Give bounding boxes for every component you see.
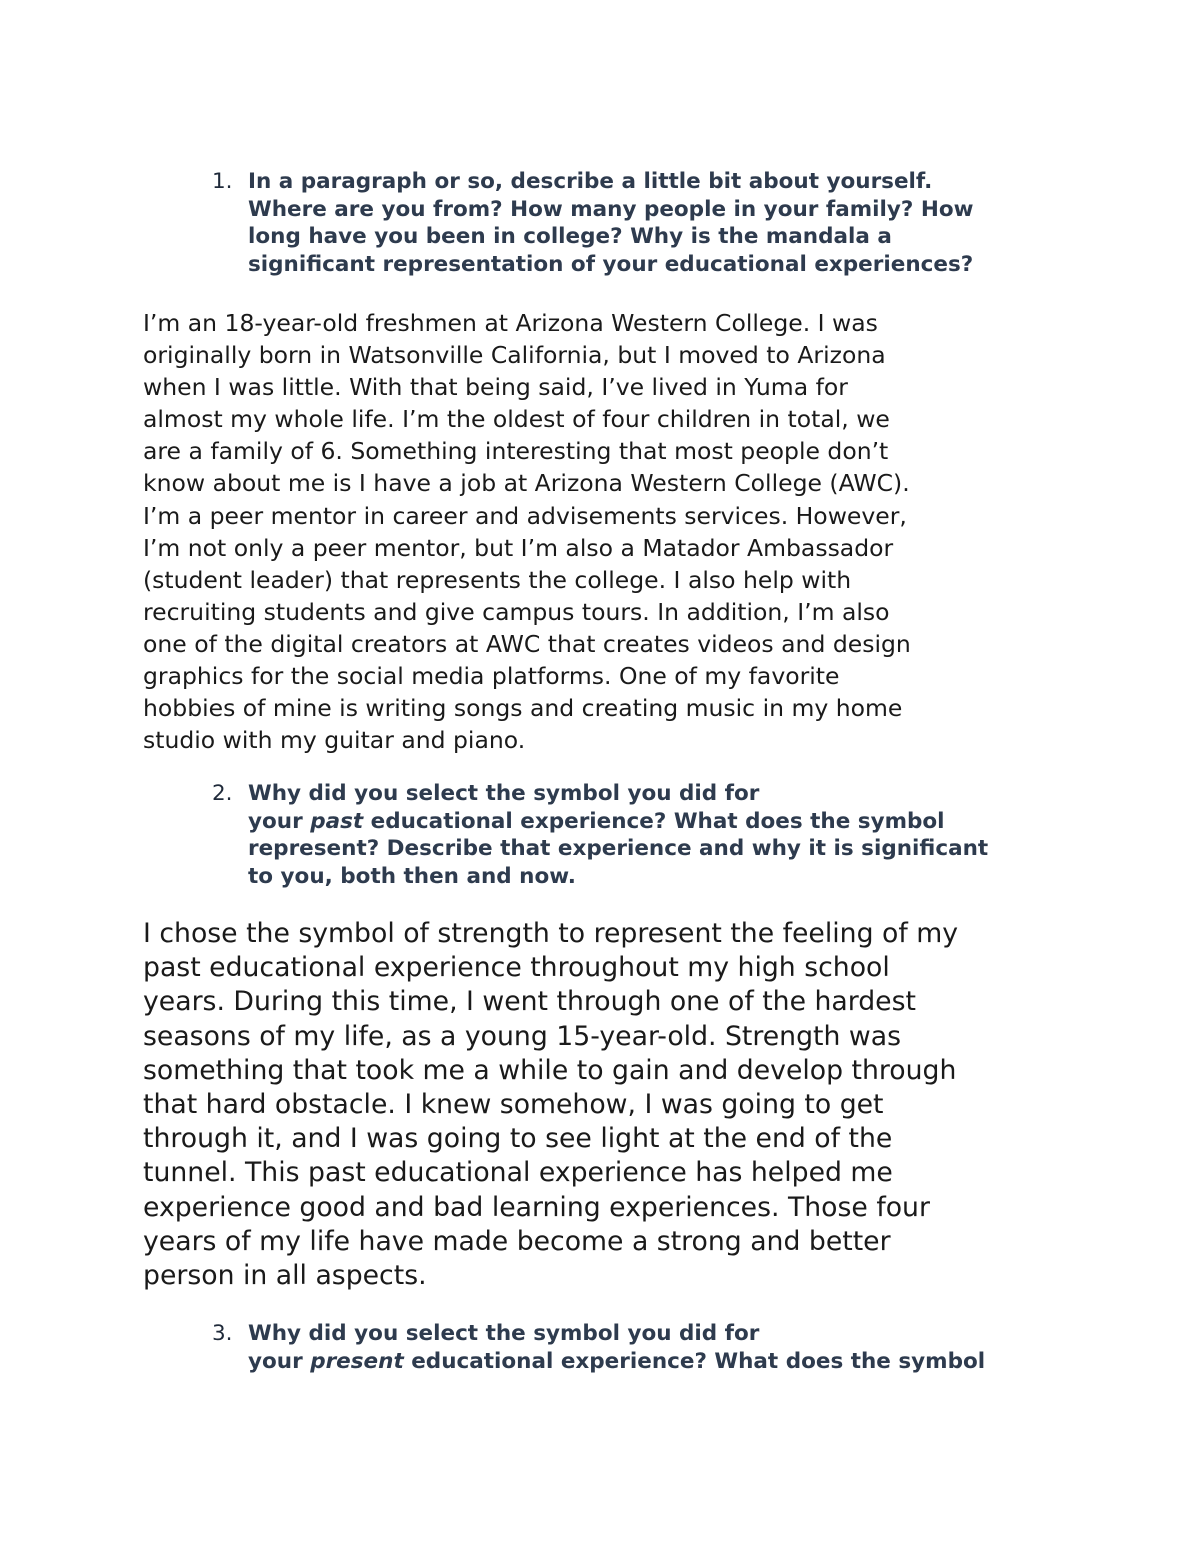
question-1 (212, 168, 1092, 278)
question-number: 3. (212, 1321, 233, 1346)
question-3 (212, 1320, 1092, 1375)
answer-1-paragraph: I’m an 18-year-old freshmen at Arizona Western College. I was originally born in Watsonville California, but I moved to Arizona when I was little. With that being said, I’ve lived in Yuma for almost my whole life. I’m the oldest of four children in total, we are a family of 6. Something interesting that most people don’t know about me is I have a job at Arizona Western College (AWC). I’m a peer mentor in career and advisements services. However, I’m not only a peer mentor, but I’m also a Matador Ambassador (student leader) that represents the college. I also help with recruiting students and give campus tours. In addition, I’m also one of the digital creators at AWC that creates videos and design graphics for the social media platforms. One of my favorite hobbies of mine is writing songs and creating music in my home studio with my guitar and piano. (143, 309, 911, 755)
question-text-line1: Why did you select the symbol you did for (248, 781, 760, 806)
question-text-rest: educational experience? What does the symbol represent? Describe that experience and why it is significant to you, both then and now. (248, 808, 989, 889)
question-text-pre-emphasis: your (248, 808, 311, 834)
answer-2-paragraph: I chose the symbol of strength to represent the feeling of my past educational experience throughout my high school years. During this time, I went through one of the hardest seasons of my life, as a young 15-year-old. Strength was something that took me a while to gain and develop through that hard obstacle. I knew somehow, I was going to get through it, and I was going to see light at the end of the tunnel. This past educational experience has helped me experience good and bad learning experiences. Those four years of my life have made become a strong and better person in all aspects. (143, 918, 958, 1292)
question-text: In a paragraph or so, describe a little bit about yourself. Where are you from? How many people in your family? How long have you been in college? Why is the mandala a significant representation of your educational experiences? (248, 169, 974, 277)
question-text-rest: educational experience? What does the symbol (403, 1348, 986, 1374)
question-text (248, 1320, 1092, 1375)
question-text-line1: Why did you select the symbol you did for (248, 1321, 760, 1346)
question-2 (212, 780, 1092, 890)
question-number: 2. (212, 781, 233, 806)
question-emphasis: past (310, 808, 364, 834)
question-text-pre-emphasis: your (248, 1348, 311, 1374)
question-number: 1. (212, 169, 233, 194)
question-emphasis: present (310, 1348, 404, 1374)
question-text (248, 780, 1092, 890)
